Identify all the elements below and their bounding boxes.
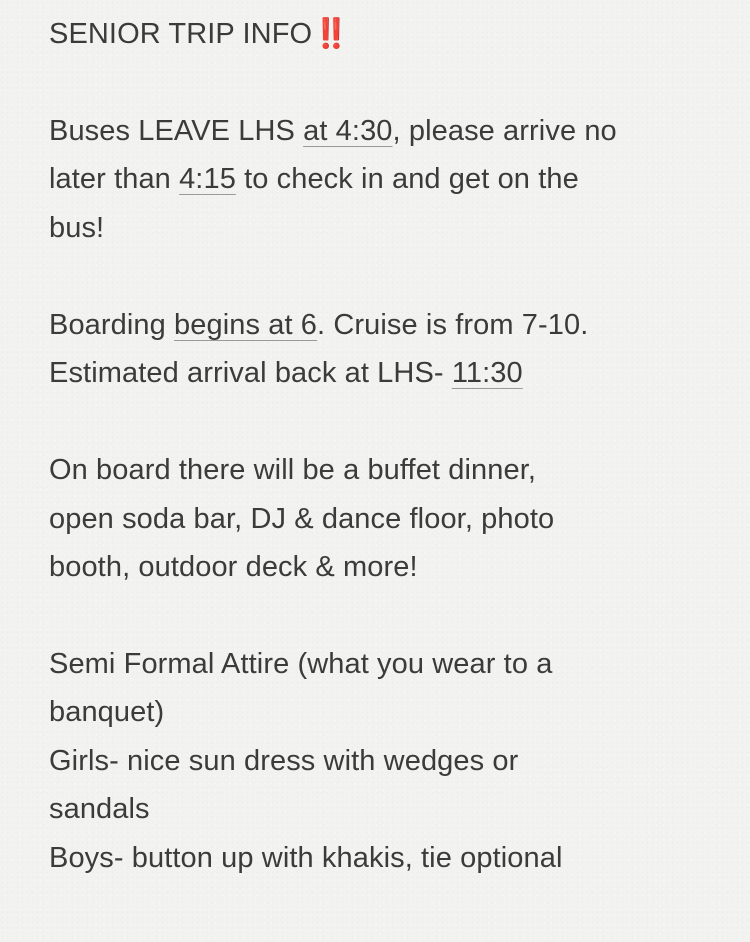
paragraph-3-line-2 <box>49 502 554 536</box>
text-segment: Semi Formal Attire (what you wear to a <box>49 648 553 680</box>
text-segment: , please arrive no <box>392 115 617 147</box>
text-segment: Boarding <box>49 309 175 341</box>
paragraph-2-line-2 <box>49 356 523 390</box>
text-segment: to check in and get on the <box>235 163 579 195</box>
paragraph-4-line-1 <box>49 647 552 681</box>
text-segment: Girls- nice sun dress with wedges or <box>49 745 519 777</box>
text-segment: banquet) <box>49 696 165 728</box>
paragraph-2-line-1 <box>49 308 588 342</box>
paragraph-4-line-3 <box>49 744 518 778</box>
time-link-begins-at-6[interactable]: begins at 6 <box>174 309 318 341</box>
note-title <box>49 17 346 51</box>
paragraph-3-line-3 <box>49 550 418 584</box>
time-link-415[interactable]: 4:15 <box>179 163 236 195</box>
title-text: SENIOR TRIP INFO <box>49 18 313 50</box>
double-exclamation-icon: ‼️ <box>313 18 347 50</box>
paragraph-1-line-3 <box>49 211 104 245</box>
paragraph-4-line-4 <box>49 792 150 826</box>
text-segment: sandals <box>49 793 150 825</box>
text-segment: Boys- button up with khakis, tie optional <box>49 842 563 874</box>
paragraph-4-line-2 <box>49 695 164 729</box>
paragraph-3-line-1 <box>49 453 536 487</box>
time-link-430[interactable]: at 4:30 <box>303 115 393 147</box>
text-segment: . Cruise is from 7-10. <box>317 309 589 341</box>
time-link-1130[interactable]: 11:30 <box>451 357 523 389</box>
text-segment: open soda bar, DJ & dance floor, photo <box>49 503 555 535</box>
paragraph-4-line-5 <box>49 841 563 875</box>
text-segment: booth, outdoor deck & more! <box>49 551 418 583</box>
text-segment: later than <box>49 163 180 195</box>
paragraph-1-line-1 <box>49 114 617 148</box>
text-segment: Estimated arrival back at LHS- <box>49 357 452 389</box>
text-segment: Buses LEAVE LHS <box>49 115 304 147</box>
text-segment: On board there will be a buffet dinner, <box>49 454 537 486</box>
text-segment: bus! <box>49 212 105 244</box>
paragraph-1-line-2 <box>49 162 579 196</box>
